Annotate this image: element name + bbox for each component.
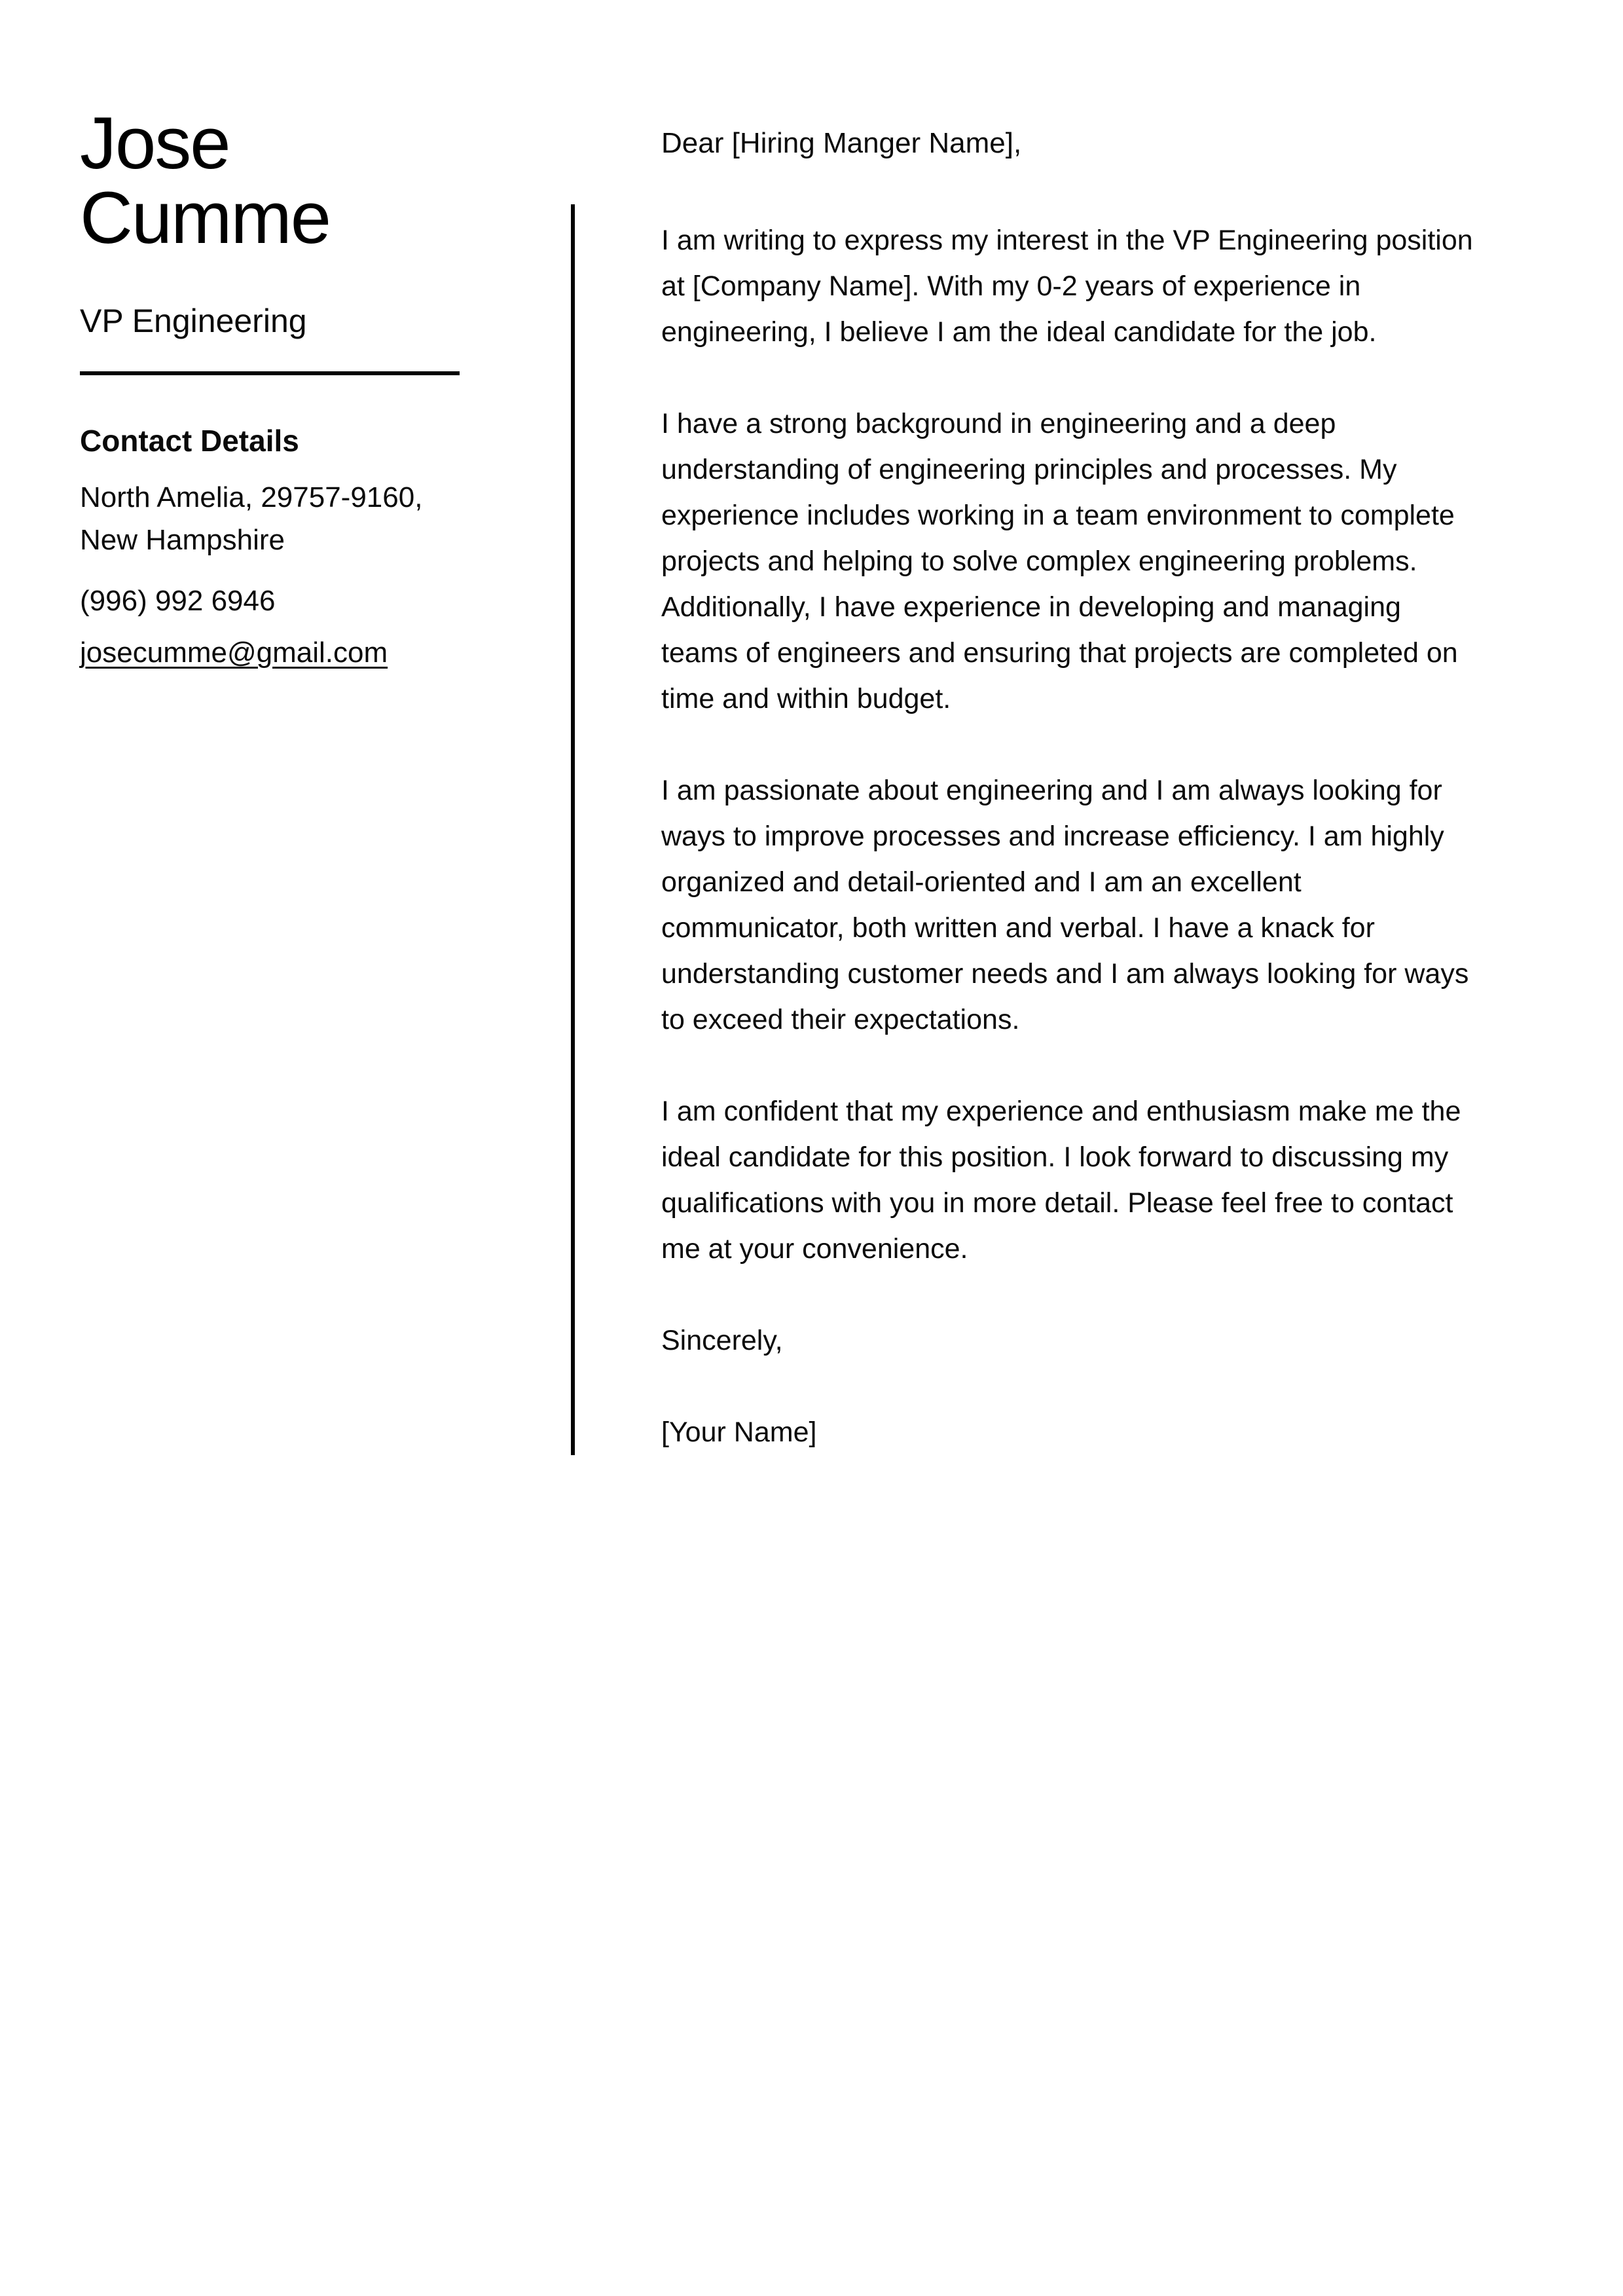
address <box>80 476 461 561</box>
address-line-1: North Amelia, 29757-9160, <box>80 481 423 513</box>
candidate-last-name: Cumme <box>80 177 331 259</box>
address-line-2: New Hampshire <box>80 524 285 556</box>
letter-closing: Sincerely, <box>661 1325 783 1356</box>
letter-body <box>571 204 1476 1455</box>
salutation: Dear [Hiring Manger Name], <box>661 127 1022 159</box>
letter-signature: [Your Name] <box>661 1416 817 1448</box>
divider-rule <box>80 371 460 375</box>
email-link[interactable]: josecumme@gmail.com <box>80 637 388 669</box>
letter-paragraph-1: I am writing to express my interest in the VP Engineering position at [Company Name]. With my 0-2 years of experience in engineering, I believe I am the ideal candidate for the job. <box>661 225 1473 348</box>
candidate-name <box>80 0 461 259</box>
contact-details-heading: Contact Details <box>80 424 299 458</box>
letter-paragraph-3: I am passionate about engineering and I am always looking for ways to improve processes and increase efficiency. I am highly organized and detail-oriented and I am an excellent communicator, both written and verbal. I have a knack for understanding customer needs and I am always looking for ways to exceed their expectations. <box>661 775 1469 1035</box>
letter-column <box>571 0 1501 1455</box>
letter-paragraph-2: I have a strong background in engineering and a deep understanding of engineering principles and processes. My experience includes working in a team environment to complete projects and helping to solve complex engineering problems. Additionally, I have experience in developing and managing teams of engineers and ensuring that projects are completed on time and within budget. <box>661 408 1458 714</box>
letter-paragraph-4: I am confident that my experience and enthusiasm make me the ideal candidate for this position. I look forward to discussing my qualifications with you in more detail. Please feel free to contact me at your convenience. <box>661 1096 1461 1265</box>
candidate-first-name: Jose <box>80 102 230 184</box>
sidebar <box>80 0 461 674</box>
job-title: VP Engineering <box>80 303 307 339</box>
phone-number: (996) 992 6946 <box>80 585 276 617</box>
